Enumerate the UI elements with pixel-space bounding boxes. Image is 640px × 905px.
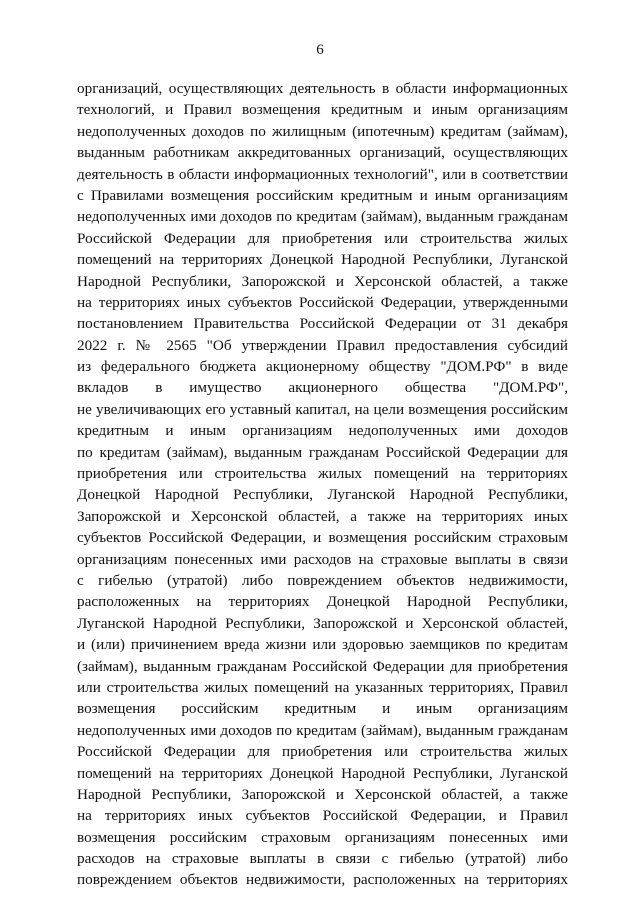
text-line: кредитным и иным организациям недополученных ими доходов bbox=[77, 422, 568, 440]
text-line: (займам), выданным гражданам Российской Федерации для приобретения bbox=[77, 657, 568, 675]
text-line: недополученных ими доходов по кредитам (займам), выданным гражданам bbox=[77, 208, 568, 226]
text-line: расходов на страховые выплаты в связи с гибелью (утратой) либо bbox=[77, 850, 568, 868]
text-line: организаций, осуществляющих деятельность в области информационных bbox=[77, 80, 568, 97]
text-line: не увеличивающих его уставный капитал, на цели возмещения российским bbox=[77, 400, 568, 418]
text-line: Народной Республики, Запорожской и Херсонской областей, а также bbox=[77, 272, 568, 290]
page-number: 6 bbox=[316, 42, 324, 58]
text-line: Народной Республики, Запорожской и Херсонской областей, а также bbox=[77, 785, 568, 803]
text-line: помещений на территориях Донецкой Народной Республики, Луганской bbox=[77, 251, 568, 269]
text-line: возмещения российским кредитным и иным организациям bbox=[77, 700, 568, 718]
text-line: по кредитам (займам), выданным гражданам Российской Федерации для bbox=[77, 443, 568, 461]
text-line: 2022 г. № 2565 "Об утверждении Правил предоставления субсидий bbox=[77, 336, 568, 354]
text-line: приобретения или строительства жилых помещений на территориях bbox=[77, 465, 568, 483]
text-line: на территориях иных субъектов Российской Федерации, и Правил bbox=[77, 807, 568, 825]
text-line: недополученных доходов по жилищным (ипотечным) кредитам (займам), bbox=[77, 122, 568, 140]
text-line: технологий, и Правил возмещения кредитным и иным организациям bbox=[77, 101, 568, 119]
text-line: повреждением объектов недвижимости, расположенных на территориях bbox=[77, 871, 568, 889]
text-line: Запорожской и Херсонской областей, а также на территориях иных bbox=[77, 507, 568, 525]
text-line: расположенных на территориях Донецкой Народной Республики, bbox=[77, 593, 568, 611]
text-line: субъектов Российской Федерации, и возмещения российским страховым bbox=[77, 529, 568, 547]
text-line: деятельность в области информационных технологий", или в соответствии bbox=[77, 165, 568, 183]
text-line: вкладов в имущество акционерного общества "ДОМ.РФ", bbox=[77, 379, 568, 397]
text-line: Российской Федерации для приобретения или строительства жилых bbox=[77, 743, 568, 761]
text-line: постановлением Правительства Российской Федерации от 31 декабря bbox=[77, 315, 568, 333]
text-line: Донецкой Народной Республики, Луганской Народной Республики, bbox=[77, 486, 568, 504]
text-line: Луганской Народной Республики, Запорожской и Херсонской областей, bbox=[77, 614, 568, 632]
text-line: Российской Федерации для приобретения или строительства жилых bbox=[77, 229, 568, 247]
text-line: с гибелью (утратой) либо повреждением объектов недвижимости, bbox=[77, 571, 568, 589]
text-line: выданным работникам аккредитованных организаций, осуществляющих bbox=[77, 144, 568, 162]
text-line: помещений на территориях Донецкой Народной Республики, Луганской bbox=[77, 764, 568, 782]
text-line: и (или) причинением вреда жизни или здоровью заемщиков по кредитам bbox=[77, 636, 568, 654]
text-line: недополученных ими доходов по кредитам (займам), выданным гражданам bbox=[77, 721, 568, 739]
text-line: с Правилами возмещения российским кредитным и иным организациям bbox=[77, 186, 568, 204]
text-line: из федерального бюджета акционерному обществу "ДОМ.РФ" в виде bbox=[77, 358, 568, 376]
document-body bbox=[77, 78, 568, 891]
text-line: организациям понесенных ими расходов на страховые выплаты в связи bbox=[77, 550, 568, 568]
text-line: возмещения российским страховым организациям понесенных ими bbox=[77, 828, 568, 846]
text-line: или строительства жилых помещений на указанных территориях, Правил bbox=[77, 678, 568, 696]
text-line: на территориях иных субъектов Российской Федерации, утвержденными bbox=[77, 293, 568, 311]
